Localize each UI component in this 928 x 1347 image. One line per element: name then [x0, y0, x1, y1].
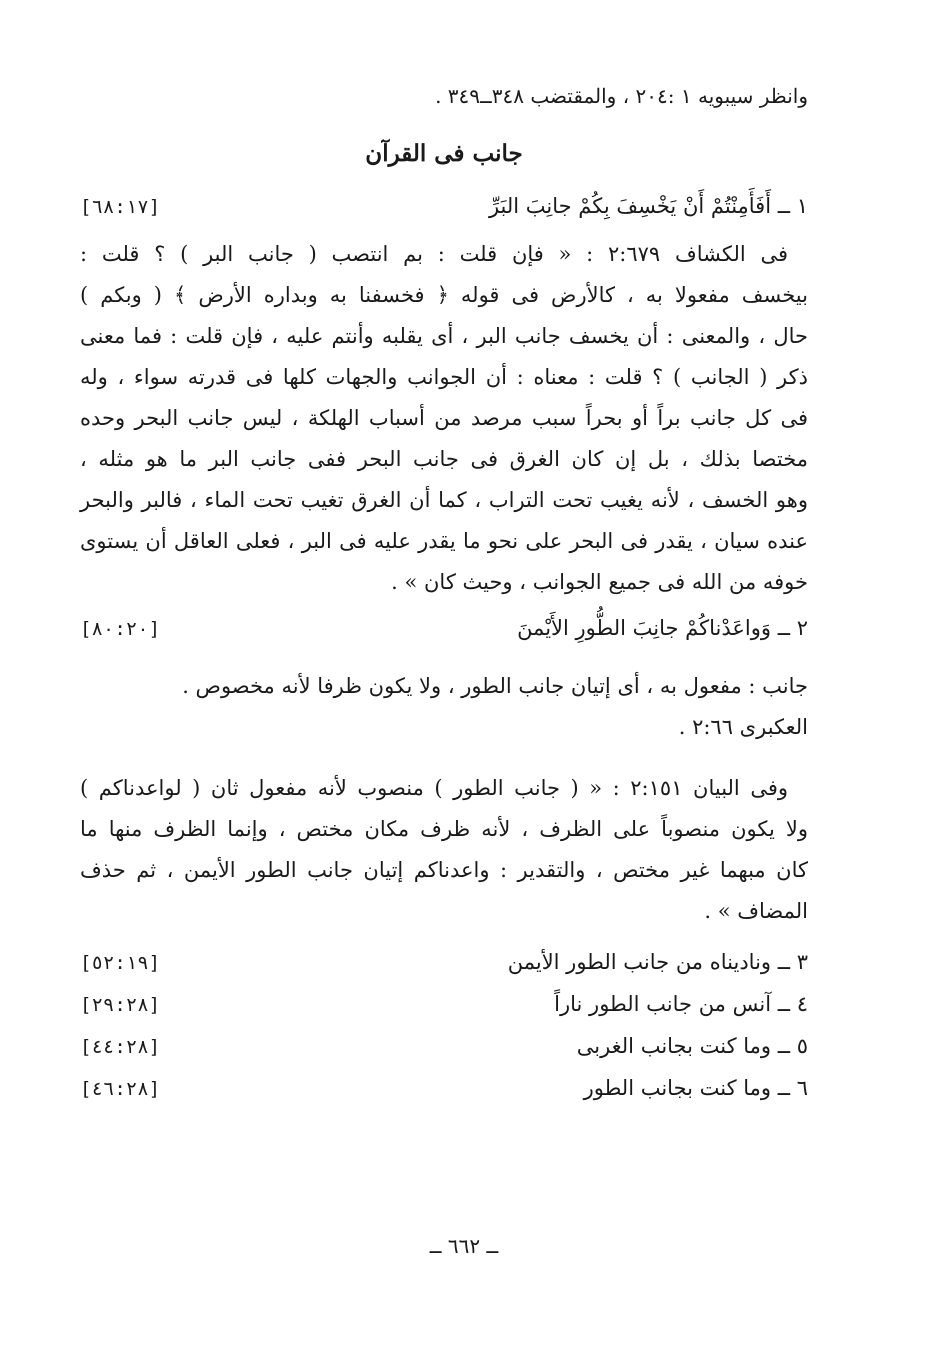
- entry-2: [80, 607, 808, 650]
- entries-list: [80, 942, 808, 1110]
- commentary-1-line: بيخسف مفعولا به ، كالأرض فى قوله ﴿ فخسفنا به وبداره الأرض ﴾ ( وبكم ): [80, 283, 808, 307]
- commentary-1-line: فى كل جانب براً أو بحراً سبب مرصد من أسباب الهلكة ، ليس جانب البحر وحده: [80, 406, 808, 430]
- page-number: ــ ٦٦٢ ــ: [429, 1234, 499, 1258]
- entry-6-verse: ٦ ــ وما كنت بجانب الطور: [583, 1076, 808, 1100]
- commentary-1-line: فى الكشاف ٢:٦٧٩ : « فإن قلت : بم انتصب ( جانب البر ) ؟ قلت :: [80, 242, 789, 266]
- commentary-2-line: جانب : مفعول به ، أى إتيان جانب الطور ، ولا يكون ظرفا لأنه مخصوص .: [182, 674, 808, 698]
- commentary-1-line: ذكر ( الجانب ) ؟ قلت : معناه : أن الجوانب والجهات كلها فى قدرته سواء ، وله: [80, 365, 808, 389]
- commentary-3-line: كان مبهما غير مختص ، والتقدير : واعدناكم إتيان جانب الطور الأيمن ، ثم حذف: [80, 858, 808, 882]
- entry-4: [80, 984, 808, 1026]
- page-body: [80, 78, 808, 1110]
- entry-6: [80, 1068, 808, 1110]
- entry-6-ref: [٤٦:٢٨]: [80, 1078, 161, 1100]
- entry-3: [80, 942, 808, 984]
- commentary-1-line: خوفه من الله فى جميع الجوانب ، وحيث كان » .: [391, 570, 808, 594]
- entry-1-ref: [٦٨:١٧]: [80, 196, 161, 218]
- entry-5-ref: [٤٤:٢٨]: [80, 1036, 161, 1058]
- entry-5-verse: ٥ ــ وما كنت بجانب الغربى: [576, 1034, 808, 1058]
- commentary-3-line: المضاف » .: [704, 899, 808, 923]
- commentary-2: [80, 666, 808, 748]
- entry-1: [80, 185, 808, 228]
- commentary-3-line: وفى البيان ٢:١٥١ : « ( جانب الطور ) منصوب لأنه مفعول ثان ( لواعدناكم ): [80, 776, 788, 800]
- entry-3-ref: [٥٢:١٩]: [80, 952, 161, 974]
- commentary-3-line: ولا يكون منصوباً على الظرف ، لأنه ظرف مكان مختص ، وإنما الظرف منها ما: [80, 817, 808, 841]
- entry-5: [80, 1026, 808, 1068]
- entry-2-ref: [٨٠:٢٠]: [80, 618, 161, 640]
- commentary-1-line: وهو الخسف ، لأنه يغيب تحت التراب ، كما أن الغرق تغيب تحت الماء ، فالبر والبحر: [80, 488, 808, 512]
- commentary-3: [80, 768, 808, 932]
- entry-2-verse: ٢ ــ وَواعَدْناكُمْ جانِبَ الطُّورِ الأَيْمنَ: [517, 616, 808, 640]
- commentary-1: [80, 234, 808, 603]
- entry-4-ref: [٢٩:٢٨]: [80, 994, 161, 1016]
- section-heading: جانب فى القرآن: [365, 140, 523, 167]
- entry-4-verse: ٤ ــ آنس من جانب الطور ناراً: [554, 992, 808, 1016]
- commentary-1-line: مختصا بذلك ، بل إن كان الغرق فى جانب البحر ففى جانب البر ما هو مثله ،: [80, 447, 808, 471]
- top-note: وانظر سيبويه ١ :٢٠٤ ، والمقتضب ٣٤٨ــ٣٤٩ .: [435, 84, 808, 108]
- commentary-1-line: عنده سيان ، يقدر فى البحر على نحو ما يقدر عليه فى البر ، فعلى العاقل أن يستوى: [80, 529, 808, 553]
- commentary-1-line: حال ، والمعنى : أن يخسف جانب البر ، أى يقلبه وأنتم عليه ، فإن قلت : فما معنى: [80, 324, 808, 348]
- entry-1-verse: ١ ــ أَفَأَمِنْتُمْ أَنْ يَخْسِفَ بِكُمْ جانِبَ البَرِّ: [488, 194, 808, 218]
- commentary-2-line: العكبرى ٢:٦٦ .: [678, 715, 808, 739]
- entry-3-verse: ٣ ــ وناديناه من جانب الطور الأيمن: [507, 950, 808, 974]
